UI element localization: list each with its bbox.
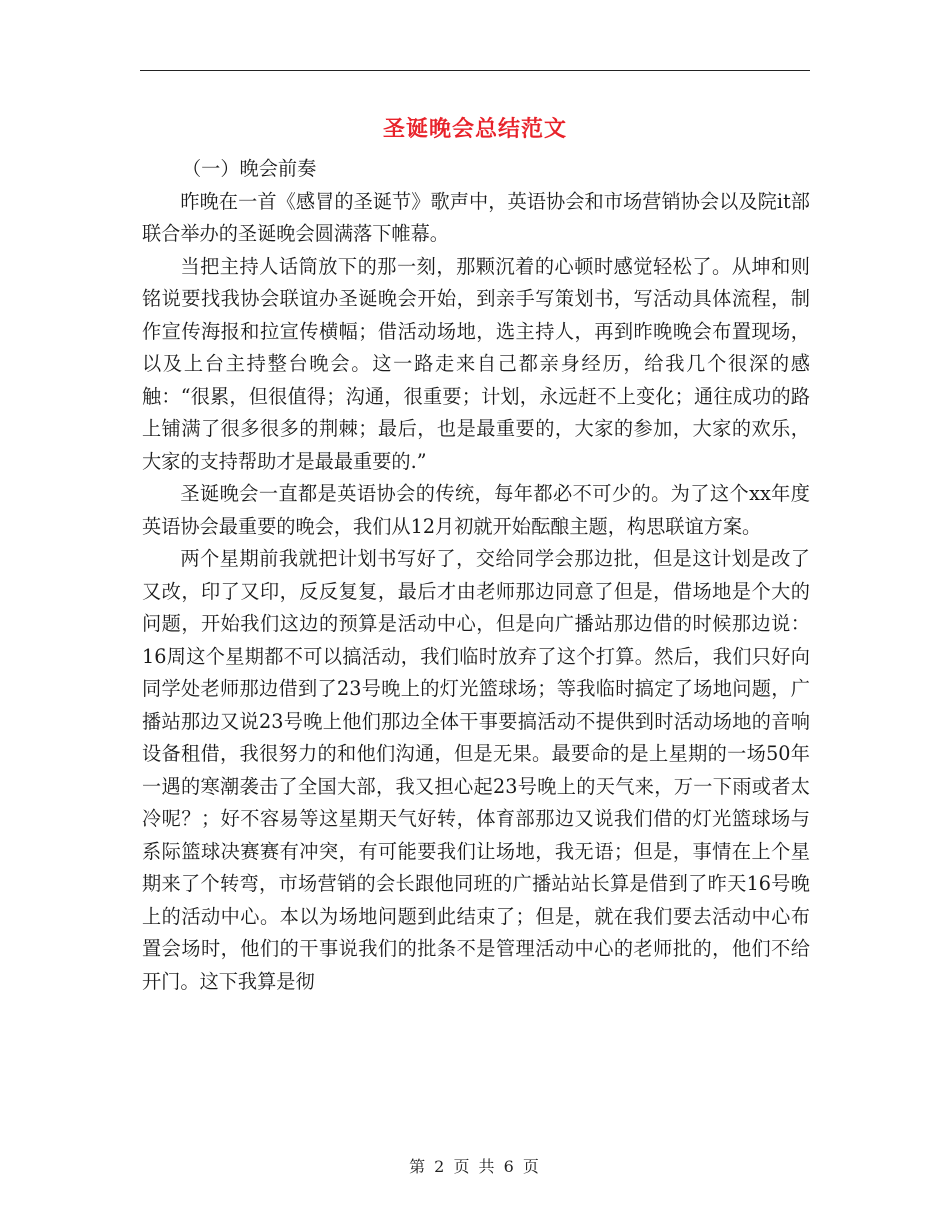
paragraph-4: 两个星期前我就把计划书写好了，交给同学会那边批，但是这计划是改了又改，印了又印，反反复复，最后才由老师那边同意了但是，借场地是个大的问题，开始我们这边的预算是活动中心，但是向广播站那边借的时候那边说：16周这个星期都不可以搞活动，我们临时放弃了这个打算。然后，我们只好向同学处老师那边借到了23号晚上的灯光篮球场；等我临时搞定了场地问题，广播站那边又说23号晚上他们那边全体干事要搞活动不提供到时活动场地的音响设备租借，我很努力的和他们沟通，但是无果。最要命的是上星期的一场50年一遇的寒潮袭击了全国大部，我又担心起23号晚上的天气来，万一下雨或者太冷呢？；好不容易等这星期天气好转，体育部那边又说我们借的灯光篮球场与系际篮球决赛赛有冲突，有可能要我们让场地，我无语；但是，事情在上个星期来了个转弯，市场营销的会长跟他同班的广播站站长算是借到了昨天16号晚上的活动中心。本以为场地问题到此结束了；但是，就在我们要去活动中心布置会场时，他们的干事说我们的批条不是管理活动中心的老师批的，他们不给开门。这下我算是彻 <box>142 547 810 993</box>
document-title: 圣诞晚会总结范文 <box>382 117 567 142</box>
page-footer: 第 2 页 共 6 页 <box>409 1157 541 1176</box>
section-heading: （一）晚会前奏 <box>182 157 317 180</box>
document-body <box>142 153 810 998</box>
header-rule <box>140 70 810 71</box>
paragraph-3: 圣诞晚会一直都是英语协会的传统，每年都必不可少的。为了这个xx年度英语协会最重要的晚会，我们从12月初就开始酝酿主题，构思联谊方案。 <box>142 482 810 538</box>
paragraph-1: 昨晚在一首《感冒的圣诞节》歌声中，英语协会和市场营销协会以及院it部联合举办的圣诞晚会圆满落下帷幕。 <box>142 189 810 245</box>
paragraph-2: 当把主持人话筒放下的那一刻，那颗沉着的心顿时感觉轻松了。从坤和则铭说要找我协会联谊办圣诞晚会开始，到亲手写策划书，写活动具体流程，制作宣传海报和拉宣传横幅；借活动场地，选主持人，再到昨晚晚会布置现场，以及上台主持整台晚会。这一路走来自己都亲身经历，给我几个很深的感触：“很累，但很值得；沟通，很重要；计划，永远赶不上变化；通往成功的路上铺满了很多很多的荆棘；最后，也是最重要的，大家的参加，大家的欢乐，大家的支持帮助才是最最重要的.” <box>142 254 810 473</box>
